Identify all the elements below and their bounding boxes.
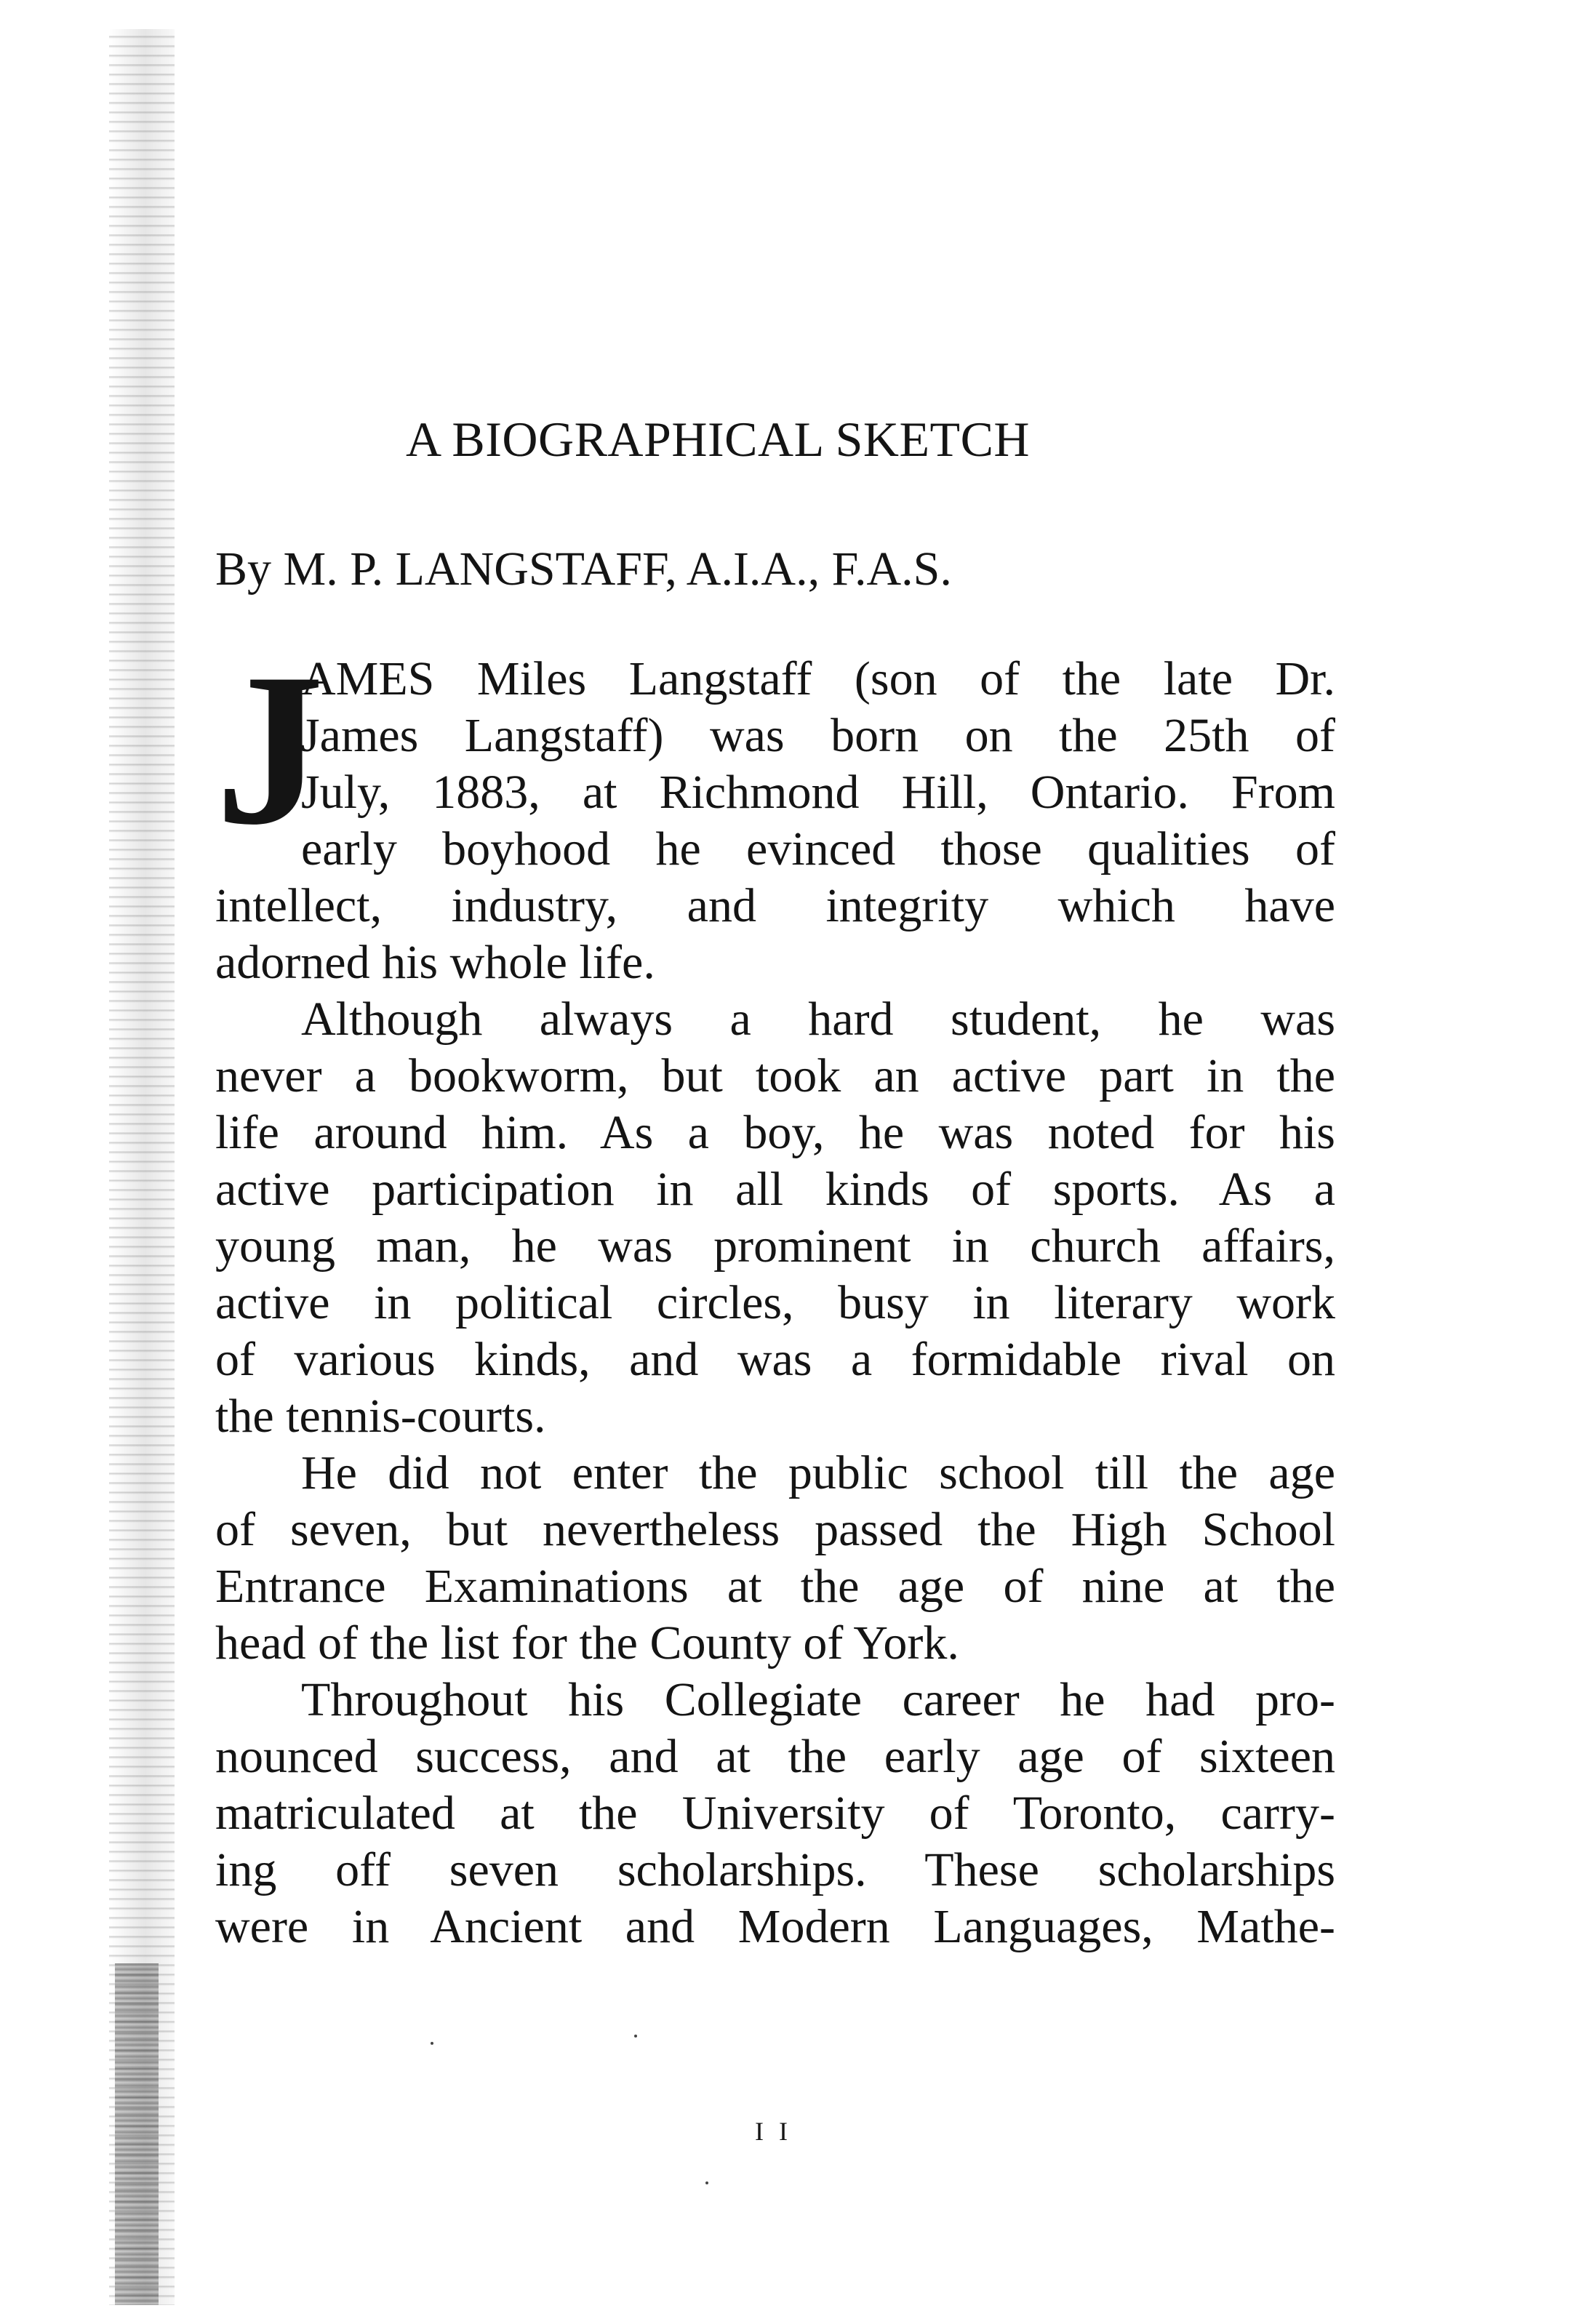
text-line: head of the list for the County of York. <box>215 1616 959 1670</box>
text-line: never a bookworm, but took an active part in the <box>215 1049 1335 1102</box>
text-line: ing off seven scholarships. These scholarships <box>215 1843 1335 1896</box>
text-line: AMES Miles Langstaff (son of the late Dr. <box>301 652 1335 705</box>
text-line: July, 1883, at Richmond Hill, Ontario. From <box>301 766 1335 819</box>
text-line: matriculated at the University of Toronto, carry- <box>215 1787 1335 1840</box>
scan-speck <box>634 2035 637 2037</box>
text-line: the tennis-courts. <box>215 1390 546 1443</box>
text-line: young man, he was prominent in church affairs, <box>215 1219 1335 1273</box>
text-line: early boyhood he evinced those qualities of <box>301 822 1335 875</box>
text-line: of seven, but nevertheless passed the High School <box>215 1503 1335 1556</box>
author-byline: By M. P. LANGSTAFF, A.I.A., F.A.S. <box>215 542 952 596</box>
text-line: adorned his whole life. <box>215 936 655 989</box>
text-line: were in Ancient and Modern Languages, Mathe- <box>215 1900 1335 1953</box>
drop-cap: J <box>215 628 324 870</box>
text-line: intellect, industry, and integrity which have <box>215 879 1335 932</box>
text-line: nounced success, and at the early age of sixteen <box>215 1730 1335 1783</box>
text-line: active in political circles, busy in literary work <box>215 1276 1335 1329</box>
chapter-title: A BIOGRAPHICAL SKETCH <box>406 412 1031 467</box>
text-line: active participation in all kinds of sports. As a <box>215 1163 1335 1216</box>
page-number: I I <box>755 2117 792 2146</box>
text-line: He did not enter the public school till the age <box>301 1446 1335 1499</box>
text-line: Throughout his Collegiate career he had pro- <box>301 1673 1335 1726</box>
scan-speck <box>431 2042 433 2045</box>
text-line: Although always a hard student, he was <box>301 993 1335 1046</box>
scan-gutter-dark-edge <box>115 1963 159 2305</box>
scan-speck <box>705 2181 708 2184</box>
text-line: of various kinds, and was a formidable rival on <box>215 1333 1335 1386</box>
text-line: Entrance Examinations at the age of nine at the <box>215 1560 1335 1613</box>
text-line: James Langstaff) was born on the 25th of <box>301 709 1335 762</box>
book-page <box>215 0 1335 2324</box>
text-line: life around him. As a boy, he was noted for his <box>215 1106 1335 1159</box>
